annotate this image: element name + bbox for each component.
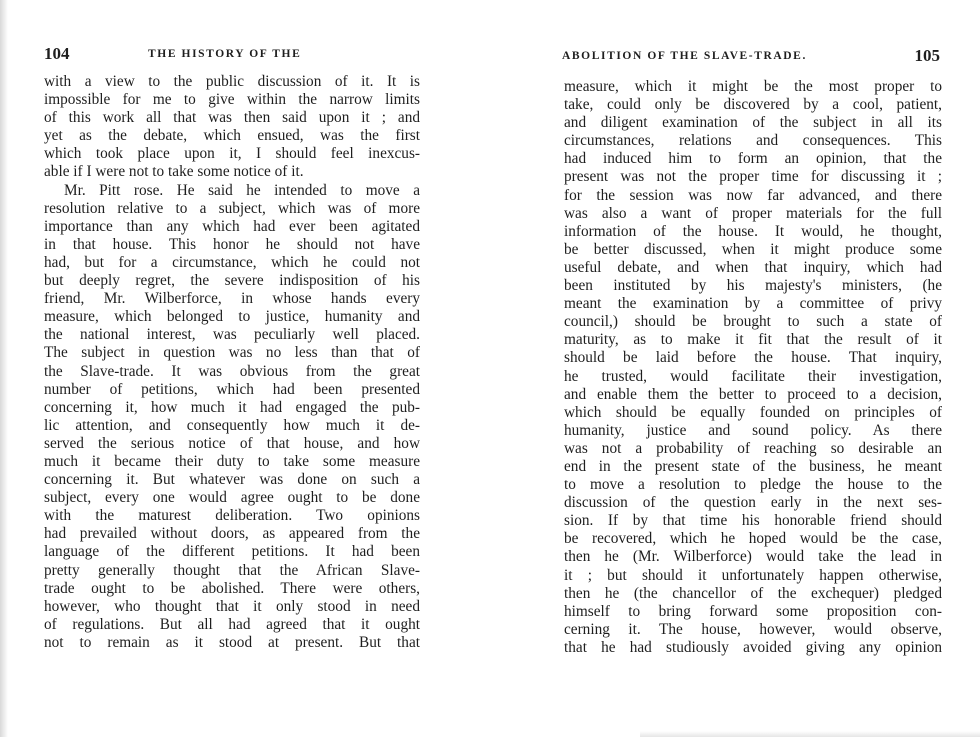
text-line: it ; but should it unfortunately happen otherwise, — [564, 566, 942, 584]
text-line: and enable them the better to proceed to a decision, — [564, 385, 942, 403]
text-line: end in the present state of the business, he meant — [564, 457, 942, 475]
text-line: be better discussed, when it might produce some — [564, 240, 942, 258]
text-line: sion. If by that time his honorable friend should — [564, 512, 942, 530]
text-line: to move a resolution to pledge the house to the — [564, 476, 942, 494]
text-line: The subject in question was no less than that of — [44, 344, 420, 362]
text-line: humanity, justice and sound policy. As there — [564, 421, 942, 439]
text-line: had prevailed without doors, as appeared from the — [44, 525, 420, 543]
text-line: council,) should be brought to such a state of — [564, 313, 942, 331]
text-line: served the serious notice of that house, and how — [44, 434, 420, 452]
text-line: importance than any which had ever been agitated — [44, 217, 420, 235]
text-line: then he (Mr. Wilberforce) would take the lead in — [564, 548, 942, 566]
text-line: resolution relative to a subject, which was of more — [44, 199, 420, 217]
text-line: discussion of the question early in the next ses- — [564, 494, 942, 512]
text-line: measure, which belonged to justice, humanity and — [44, 308, 420, 326]
text-line: concerning it, how much it had engaged the pub- — [44, 398, 420, 416]
text-line: the Slave-trade. It was obvious from the great — [44, 362, 420, 380]
text-line: Mr. Pitt rose. He said he intended to move a — [64, 181, 420, 199]
text-line: circumstances, relations and consequences. This — [564, 132, 942, 150]
text-line: had induced him to form an opinion, that the — [564, 150, 942, 168]
text-line: take, could only be discovered by a cool, patient, — [564, 96, 942, 114]
right-page — [490, 0, 980, 737]
right-page-header — [562, 46, 940, 68]
page-number: 105 — [914, 46, 940, 65]
text-line: impossible for me to give within the narrow limits — [44, 91, 420, 109]
text-line: friend, Mr. Wilberforce, in whose hands every — [44, 290, 420, 308]
text-line: which should be equally founded on principles of — [564, 403, 942, 421]
text-line: much it became their duty to take some measure — [44, 452, 420, 470]
text-line: had, but for a circumstance, which he could not — [44, 253, 420, 271]
right-page-body — [564, 78, 942, 657]
text-line: maturity, as to make it fit that the result of it — [564, 331, 942, 349]
text-line: with the maturest deliberation. Two opinions — [44, 507, 420, 525]
text-line: information of the house. It would, he thought, — [564, 222, 942, 240]
text-line: of this work all that was then said upon it ; and — [44, 109, 420, 127]
text-line: pretty generally thought that the African Slave- — [44, 561, 420, 579]
page-number: 104 — [44, 44, 70, 63]
text-line: but deeply regret, the severe indisposition of his — [44, 272, 420, 290]
text-line: able if I were not to take some notice of it. — [44, 163, 304, 181]
text-line: then he (the chancellor of the exchequer) pledged — [564, 584, 942, 602]
text-line: lic attention, and consequently how much it de- — [44, 416, 420, 434]
text-line: been instituted by his majesty's ministers, (he — [564, 277, 942, 295]
text-line: for the session was now far advanced, and there — [564, 186, 942, 204]
text-line: the national interest, was peculiarly well placed. — [44, 326, 420, 344]
text-line: be recovered, which he hoped would be the case, — [564, 530, 942, 548]
text-line: with a view to the public discussion of it. It is — [44, 73, 420, 90]
text-line: concerning it. But whatever was done on such a — [44, 471, 420, 489]
text-line: he trusted, would facilitate their investigation, — [564, 367, 942, 385]
text-line: subject, every one would agree ought to be done — [44, 489, 420, 507]
text-line: was also a want of proper materials for the full — [564, 204, 942, 222]
text-line: was not a probability of reaching so desirable an — [564, 439, 942, 457]
page-edge-shadow — [640, 731, 980, 737]
text-line: in that house. This honor he should not have — [44, 235, 420, 253]
running-head: ABOLITION OF THE SLAVE-TRADE. — [562, 50, 807, 62]
text-line: which took place upon it, I should feel inexcus- — [44, 145, 420, 163]
text-line: not to remain as it stood at present. But that — [44, 633, 420, 651]
text-line: of regulations. But all had agreed that it ought — [44, 615, 420, 633]
left-page-header — [44, 44, 470, 66]
left-page-body — [44, 73, 420, 652]
text-line: himself to bring forward some proposition con- — [564, 602, 942, 620]
text-line: measure, which it might be the most proper to — [564, 78, 942, 95]
text-line: and diligent examination of the subject in all its — [564, 114, 942, 132]
text-line: useful debate, and when that inquiry, which had — [564, 258, 942, 276]
text-line: meant the examination by a committee of privy — [564, 295, 942, 313]
text-line: trade ought to be abolished. There were others, — [44, 579, 420, 597]
text-line: present was not the proper time for discussing it ; — [564, 168, 942, 186]
running-head: THE HISTORY OF THE — [148, 48, 302, 60]
text-line: cerning it. The house, however, would observe, — [564, 620, 942, 638]
text-line: however, who thought that it only stood in need — [44, 597, 420, 615]
text-line: that he had studiously avoided giving any opinion — [564, 638, 942, 656]
text-line: should be laid before the house. That inquiry, — [564, 349, 942, 367]
text-line: yet as the debate, which ensued, was the first — [44, 127, 420, 145]
text-line: language of the different petitions. It had been — [44, 543, 420, 561]
text-line: number of petitions, which had been presented — [44, 380, 420, 398]
